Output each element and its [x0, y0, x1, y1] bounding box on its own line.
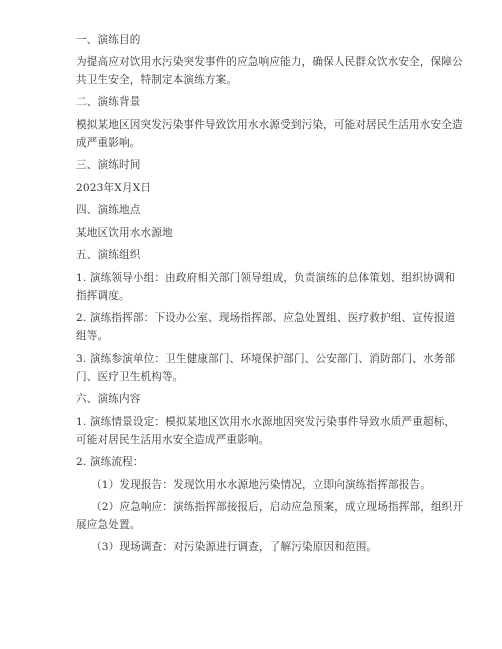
- list-item-participants-line-1: 3. 演练参演单位：卫生健康部门、环境保护部门、公安部门、消防部门、水务部: [76, 353, 456, 365]
- sub-item-response-line-1: （2）应急响应：演练指挥部接报后，启动应急预案，成立现场指挥部，组织开: [91, 501, 464, 513]
- paragraph-background-line-1: 模拟某地区因突发污染事件导致饮用水水源受到污染，可能对居民生活用水安全造: [76, 119, 463, 131]
- section-heading-location: 四、演练地点: [76, 204, 141, 216]
- sub-item-report: （1）发现报告：发现饮用水水源地污染情况，立即向演练指挥部报告。: [91, 479, 431, 491]
- paragraph-time: 2023年X月X日: [76, 182, 152, 194]
- section-heading-organization: 五、演练组织: [76, 249, 141, 261]
- paragraph-location: 某地区饮用水水源地: [76, 227, 173, 239]
- section-heading-content: 六、演练内容: [76, 393, 141, 405]
- section-heading-purpose: 一、演练目的: [76, 34, 141, 46]
- sub-item-investigation: （3）现场调查：对污染源进行调查，了解污染原因和范围。: [91, 541, 378, 553]
- list-item-leadership-line-2: 指挥调度。: [76, 290, 130, 302]
- paragraph-purpose-line-2: 共卫生安全，特制定本演练方案。: [76, 74, 238, 86]
- section-heading-background: 二、演练背景: [76, 96, 141, 108]
- section-heading-time: 三、演练时间: [76, 159, 141, 171]
- list-item-participants-line-2: 门、医疗卫生机构等。: [76, 371, 184, 383]
- paragraph-background-line-2: 成严重影响。: [76, 137, 141, 149]
- list-item-command-line-2: 组等。: [76, 330, 109, 342]
- list-item-scenario-line-2: 可能对居民生活用水安全造成严重影响。: [76, 434, 270, 446]
- sub-item-response-line-2: 展应急处置。: [76, 519, 141, 531]
- paragraph-purpose-line-1: 为提高应对饮用水污染突发事件的应急响应能力，确保人民群众饮水安全，保障公: [76, 56, 463, 68]
- list-item-leadership-line-1: 1. 演练领导小组：由政府相关部门领导组成，负责演练的总体策划、组织协调和: [76, 272, 456, 284]
- list-item-scenario-line-1: 1. 演练情景设定：模拟某地区饮用水水源地因突发污染事件导致水质严重超标，: [76, 416, 456, 428]
- list-item-command-line-1: 2. 演练指挥部：下设办公室、现场指挥部、应急处置组、医疗救护组、宣传报道: [76, 312, 456, 324]
- list-item-process: 2. 演练流程：: [76, 456, 144, 468]
